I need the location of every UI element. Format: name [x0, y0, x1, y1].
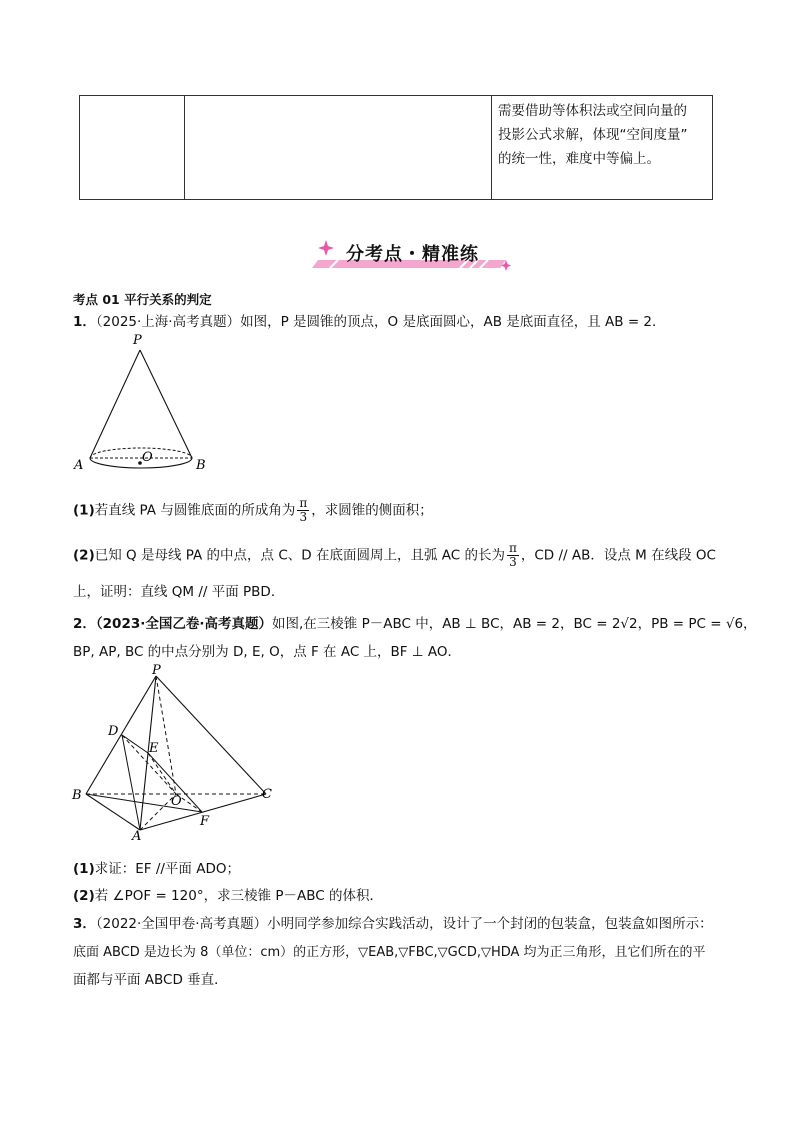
label-A: A: [132, 829, 142, 840]
problem-source: （2023·全国乙卷·高考真题）: [95, 616, 272, 632]
table-text-line: 的统一性，难度中等偏上。: [498, 151, 660, 167]
part-text: 若直线 PA 与圆锥底面的所成角为: [94, 502, 296, 519]
problem-2-part-2: [73, 884, 383, 904]
problem-3-line3: 面都与平面 ABCD 垂直．: [73, 972, 228, 988]
problem-text: 如图，P 是圆锥的顶点，O 是底面圆心，AB 是底面直径，且 AB = 2．: [240, 314, 666, 330]
label-A: A: [74, 458, 84, 473]
problem-1-part-2: [73, 542, 716, 569]
problem-3-line2: 底面 ABCD 是边长为 8（单位：cm）的正方形，▽EAB,▽FBC,▽GCD,▽HDA 均为正三角形，且它们所在的平: [73, 945, 706, 960]
part-tag: (1): [73, 861, 95, 877]
label-O: O: [142, 450, 153, 465]
table-cell: [80, 96, 185, 200]
label-B: B: [196, 458, 206, 473]
problem-2-stem: [73, 612, 757, 632]
table-text-line: 需要借助等体积法或空间向量的: [498, 103, 687, 119]
table-row: [80, 96, 713, 200]
fraction: $\frac{\pi}{3}$: [508, 541, 517, 569]
label-F: F: [200, 814, 210, 829]
problem-text: 小明同学参加综合实践活动，设计了一个封闭的包装盒，包装盒如图所示：: [267, 916, 713, 932]
summary-table: [79, 95, 713, 200]
problem-text: 如图,在三棱锥 P－ABC 中，AB ⊥ BC，AB = 2，BC = 2√2，PB = PC = √6，: [272, 616, 757, 632]
label-B: B: [72, 788, 82, 803]
problem-source: （2022·全国甲卷·高考真题）: [95, 916, 268, 932]
label-P: P: [133, 333, 142, 348]
label-E: E: [149, 741, 159, 756]
problem-3-stem: [73, 912, 713, 932]
part-tag: (1): [73, 502, 95, 519]
problem-source: （2025·上海·高考真题）: [95, 314, 241, 330]
fraction: $\frac{\pi}{3}$: [299, 496, 308, 524]
label-O: O: [171, 794, 182, 809]
problem-1-part-1: [73, 497, 433, 524]
table-cell: [492, 96, 713, 200]
cone-figure: [70, 330, 220, 478]
tetrahedron-figure: [70, 664, 290, 840]
part-text: ，CD // AB．设点 M 在线段 OC: [520, 547, 716, 564]
problem-number: 1．: [73, 314, 96, 330]
table-text-line: 投影公式求解，体现“空间度量”: [498, 127, 688, 143]
problem-number: 2．: [73, 616, 96, 632]
part-tag: (2): [73, 547, 95, 564]
topic-heading: 考点 01 平行关系的判定: [73, 292, 212, 307]
problem-1-part-2-continuation: 上，证明：直线 QM // 平面 PBD．: [73, 584, 285, 600]
problem-number: 3．: [73, 916, 96, 932]
problem-1-stem: [73, 310, 666, 330]
section-title: 分考点・精准练: [346, 244, 479, 265]
problem-2-stem-line2: BP, AP, BC 的中点分别为 D, E, O，点 F 在 AC 上，BF ⊥ AO．: [73, 644, 462, 660]
part-text: 求证：EF //平面 ADO；: [94, 861, 240, 877]
label-C: C: [262, 787, 272, 802]
label-D: D: [108, 724, 119, 739]
part-text: 已知 Q 是母线 PA 的中点，点 C、D 在底面圆周上，且弧 AC 的长为: [94, 547, 505, 564]
problem-2-part-1: [73, 857, 240, 877]
section-banner: [310, 238, 515, 272]
table-cell: [185, 96, 492, 200]
part-text: 若 ∠POF = 120°，求三棱锥 P－ABC 的体积．: [94, 888, 383, 904]
part-text: ，求圆锥的侧面积；: [311, 502, 433, 519]
part-tag: (2): [73, 888, 95, 904]
label-P: P: [152, 664, 161, 678]
